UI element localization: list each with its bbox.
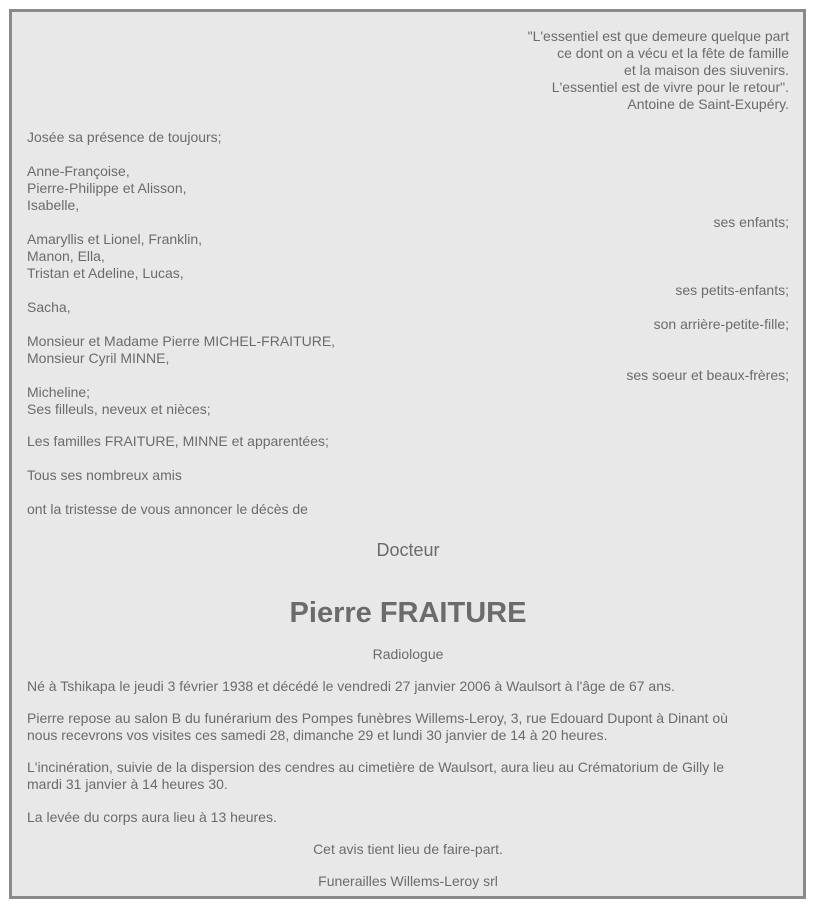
deceased-profession: Radiologue — [372, 646, 444, 662]
children-role: ses enfants; — [713, 214, 789, 230]
deceased-name: Pierre FRAITURE — [289, 597, 527, 629]
quote-line: L'essentiel est de vivre pour le retour". — [551, 79, 789, 95]
quote-author: Antoine de Saint-Exupéry. — [627, 96, 789, 112]
great-grandchild-role: son arrière-petite-fille; — [653, 316, 789, 332]
grandchildren-role: ses petits-enfants; — [675, 282, 789, 298]
obituary-frame — [9, 9, 806, 899]
grandchildren-block — [27, 231, 789, 299]
visit-paragraph — [27, 710, 789, 744]
quote-line: "L'essentiel est que demeure quelque part — [527, 28, 789, 44]
grandchild-name: Tristan et Adeline, Lucas, — [27, 265, 184, 281]
quote-block — [27, 28, 789, 113]
obituary-content — [27, 28, 789, 890]
visit-line: Pierre repose au salon B du funérarium des Pompes funèbres Willems-Leroy, 3, rue Edouard Dupont à Dinant où — [27, 710, 728, 726]
other-line: Micheline; — [27, 384, 91, 400]
birth-death-line: Né à Tshikapa le jeudi 3 février 1938 et décédé le vendredi 27 janvier 2006 à Waulsort à l'âge de 67 ans. — [27, 678, 675, 694]
grandchild-name: Amaryllis et Lionel, Franklin, — [27, 231, 203, 247]
quote-line: et la maison des siuvenirs. — [624, 62, 789, 78]
spouse-line: Josée sa présence de toujours; — [27, 129, 222, 145]
others-block — [27, 384, 789, 418]
departure-line: La levée du corps aura lieu à 13 heures. — [27, 809, 277, 825]
child-name: Anne-Françoise, — [27, 163, 130, 179]
announce-line: ont la tristesse de vous annoncer le décès de — [27, 501, 308, 517]
other-line: Ses filleuls, neveux et nièces; — [27, 401, 211, 417]
children-block — [27, 163, 789, 231]
cremation-paragraph — [27, 759, 789, 793]
child-name: Isabelle, — [27, 197, 80, 213]
deceased-title: Docteur — [376, 540, 440, 560]
siblings-role: ses soeur et beaux-frères; — [626, 367, 789, 383]
families-line: Les familles FRAITURE, MINNE et apparentées; — [27, 433, 329, 449]
notice-line: Cet avis tient lieu de faire-part. — [313, 841, 503, 857]
grandchild-name: Manon, Ella, — [27, 248, 105, 264]
cremation-line: mardi 31 janvier à 14 heures 30. — [27, 776, 228, 792]
funeral-home-line: Funerailles Willems-Leroy srl — [318, 873, 498, 889]
great-grandchild-block — [27, 299, 789, 333]
quote-line: ce dont on a vécu et la fête de famille — [557, 45, 789, 61]
friends-line: Tous ses nombreux amis — [27, 467, 182, 483]
great-grandchild-name: Sacha, — [27, 299, 71, 315]
sibling-name: Monsieur et Madame Pierre MICHEL-FRAITURE, — [27, 333, 336, 349]
siblings-block — [27, 333, 789, 384]
sibling-name: Monsieur Cyril MINNE, — [27, 350, 170, 366]
visit-line: nous recevrons vos visites ces samedi 28, dimanche 29 et lundi 30 janvier de 14 à 20 heures. — [27, 727, 608, 743]
cremation-line: L'incinération, suivie de la dispersion des cendres au cimetière de Waulsort, aura lieu au Crématorium de Gilly le — [27, 759, 725, 775]
child-name: Pierre-Philippe et Alisson, — [27, 180, 187, 196]
